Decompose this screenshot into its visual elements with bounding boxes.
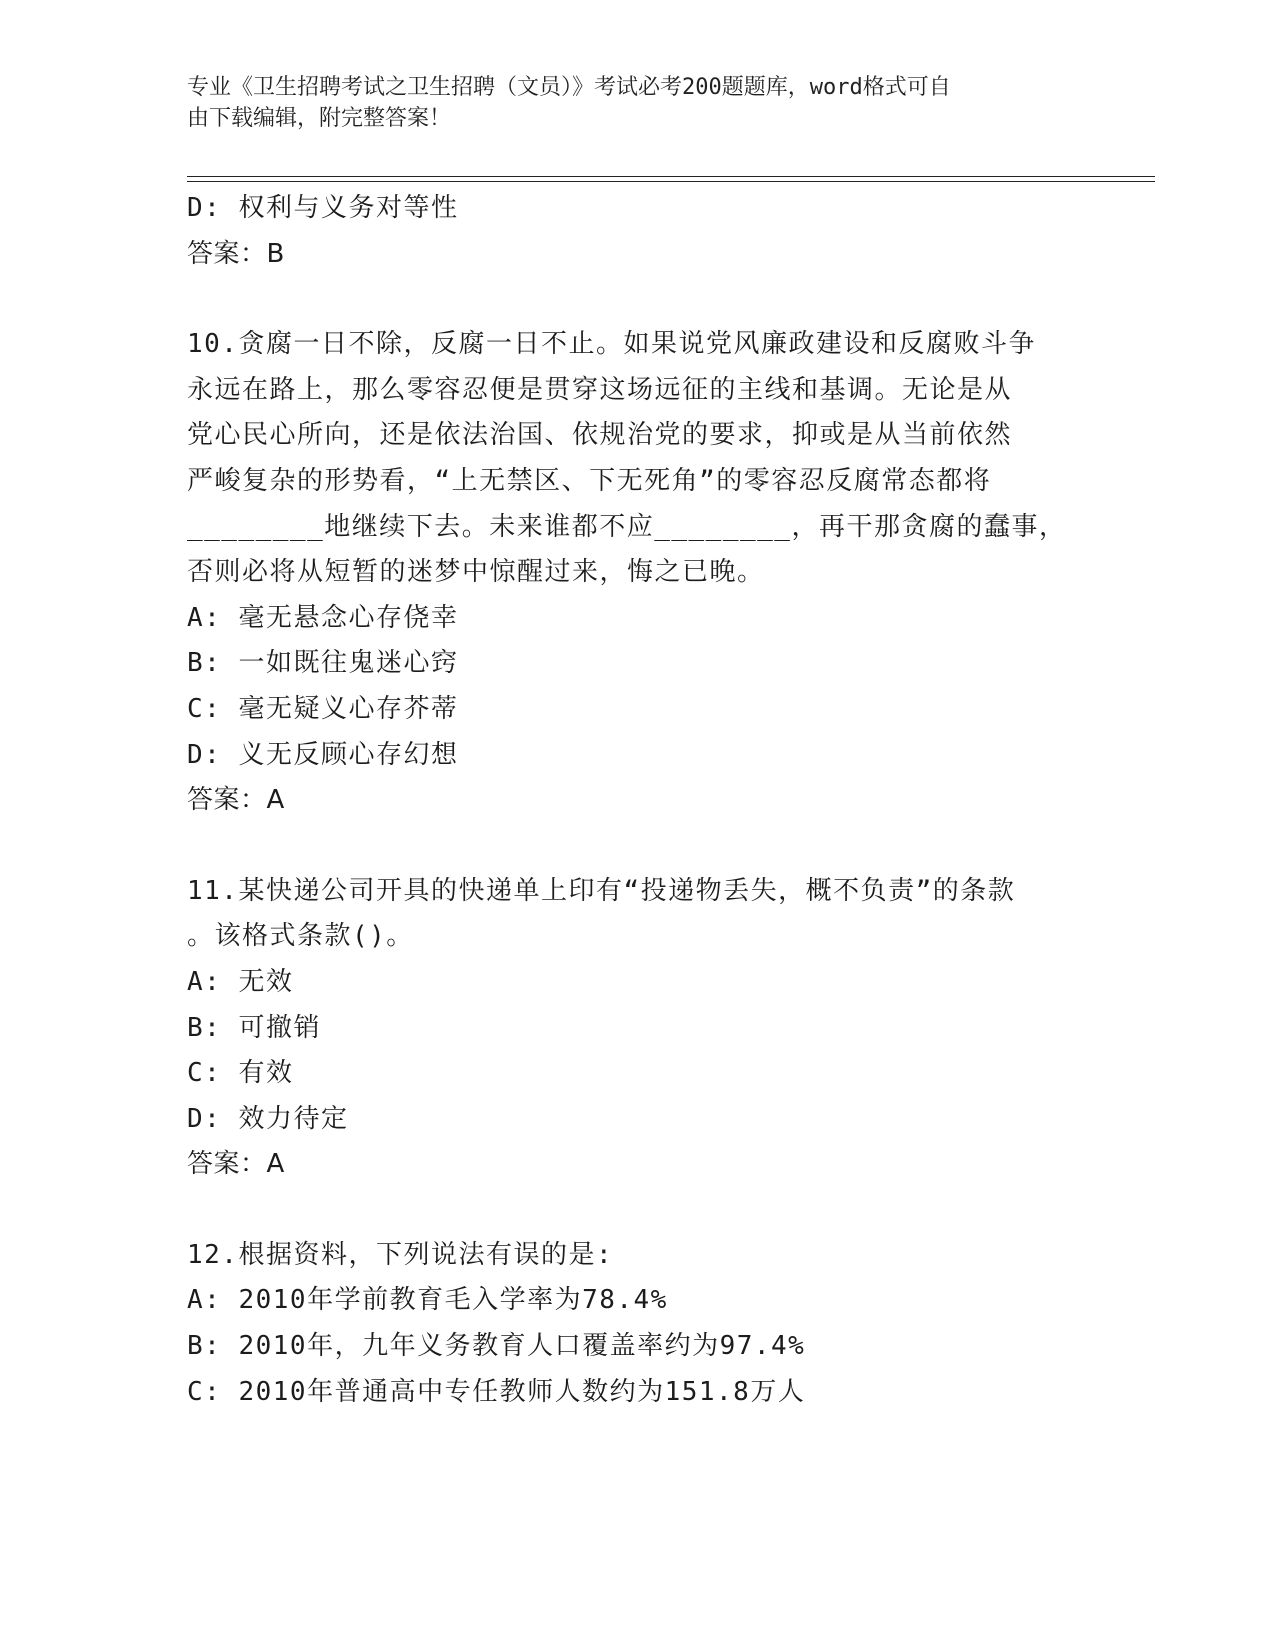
answer-label: 答案：A bbox=[187, 1149, 285, 1180]
question-text-line: 严峻复杂的形势看，“上无禁区、下无死角”的零容忍反腐常态都将 bbox=[187, 465, 992, 496]
option-b: B: 一如既往鬼迷心窍 bbox=[187, 648, 459, 679]
spacer bbox=[187, 1188, 1087, 1233]
option-a: A: 2010年学前教育毛入学率为78.4% bbox=[187, 1285, 668, 1316]
question-text-line: 11.某快递公司开具的快递单上印有“投递物丢失，概不负责”的条款 bbox=[187, 875, 1016, 906]
document-body bbox=[187, 186, 1087, 1415]
answer-label: 答案：A bbox=[187, 785, 285, 816]
question-text-line: 10.贪腐一日不除，反腐一日不止。如果说党风廉政建设和反腐败斗争 bbox=[187, 329, 1036, 360]
question-11 bbox=[187, 869, 1087, 1188]
document-header bbox=[187, 72, 1067, 134]
question-text-line: 党心民心所向，还是依法治国、依规治党的要求，抑或是从当前依然 bbox=[187, 420, 1013, 451]
header-title-line-1: 专业《卫生招聘考试之卫生招聘（文员）》考试必考200题题库，word格式可自 bbox=[187, 75, 951, 100]
prev-question-answer: 答案：B bbox=[187, 238, 285, 269]
option-d: D: 效力待定 bbox=[187, 1103, 349, 1134]
spacer bbox=[187, 824, 1087, 869]
prev-question-option-d: D: 权利与义务对等性 bbox=[187, 193, 459, 223]
option-b: B: 可撤销 bbox=[187, 1012, 321, 1043]
option-c: C: 2010年普通高中专任教师人数约为151.8万人 bbox=[187, 1376, 806, 1407]
option-b: B: 2010年，九年义务教育人口覆盖率约为97.4% bbox=[187, 1331, 806, 1362]
option-d: D: 义无反顾心存幻想 bbox=[187, 739, 459, 770]
option-c: C: 毫无疑义心存芥蒂 bbox=[187, 693, 459, 724]
option-a: A: 无效 bbox=[187, 966, 294, 997]
question-text-line: 。该格式条款()。 bbox=[187, 921, 414, 952]
header-divider bbox=[187, 176, 1155, 182]
question-text-line: 12.根据资料，下列说法有误的是: bbox=[187, 1239, 614, 1270]
question-text-line: ________地继续下去。未来谁都不应________，再干那贪腐的蠢事， bbox=[187, 511, 1067, 542]
question-12 bbox=[187, 1233, 1087, 1415]
spacer bbox=[187, 277, 1087, 322]
option-c: C: 有效 bbox=[187, 1058, 294, 1089]
header-title-line-2: 由下载编辑，附完整答案！ bbox=[187, 106, 452, 131]
question-text-line: 否则必将从短暂的迷梦中惊醒过来，悔之已晚。 bbox=[187, 557, 765, 588]
question-10 bbox=[187, 322, 1087, 824]
question-text-line: 永远在路上，那么零容忍便是贯穿这场远征的主线和基调。无论是从 bbox=[187, 374, 1013, 405]
option-a: A: 毫无悬念心存侥幸 bbox=[187, 602, 459, 633]
